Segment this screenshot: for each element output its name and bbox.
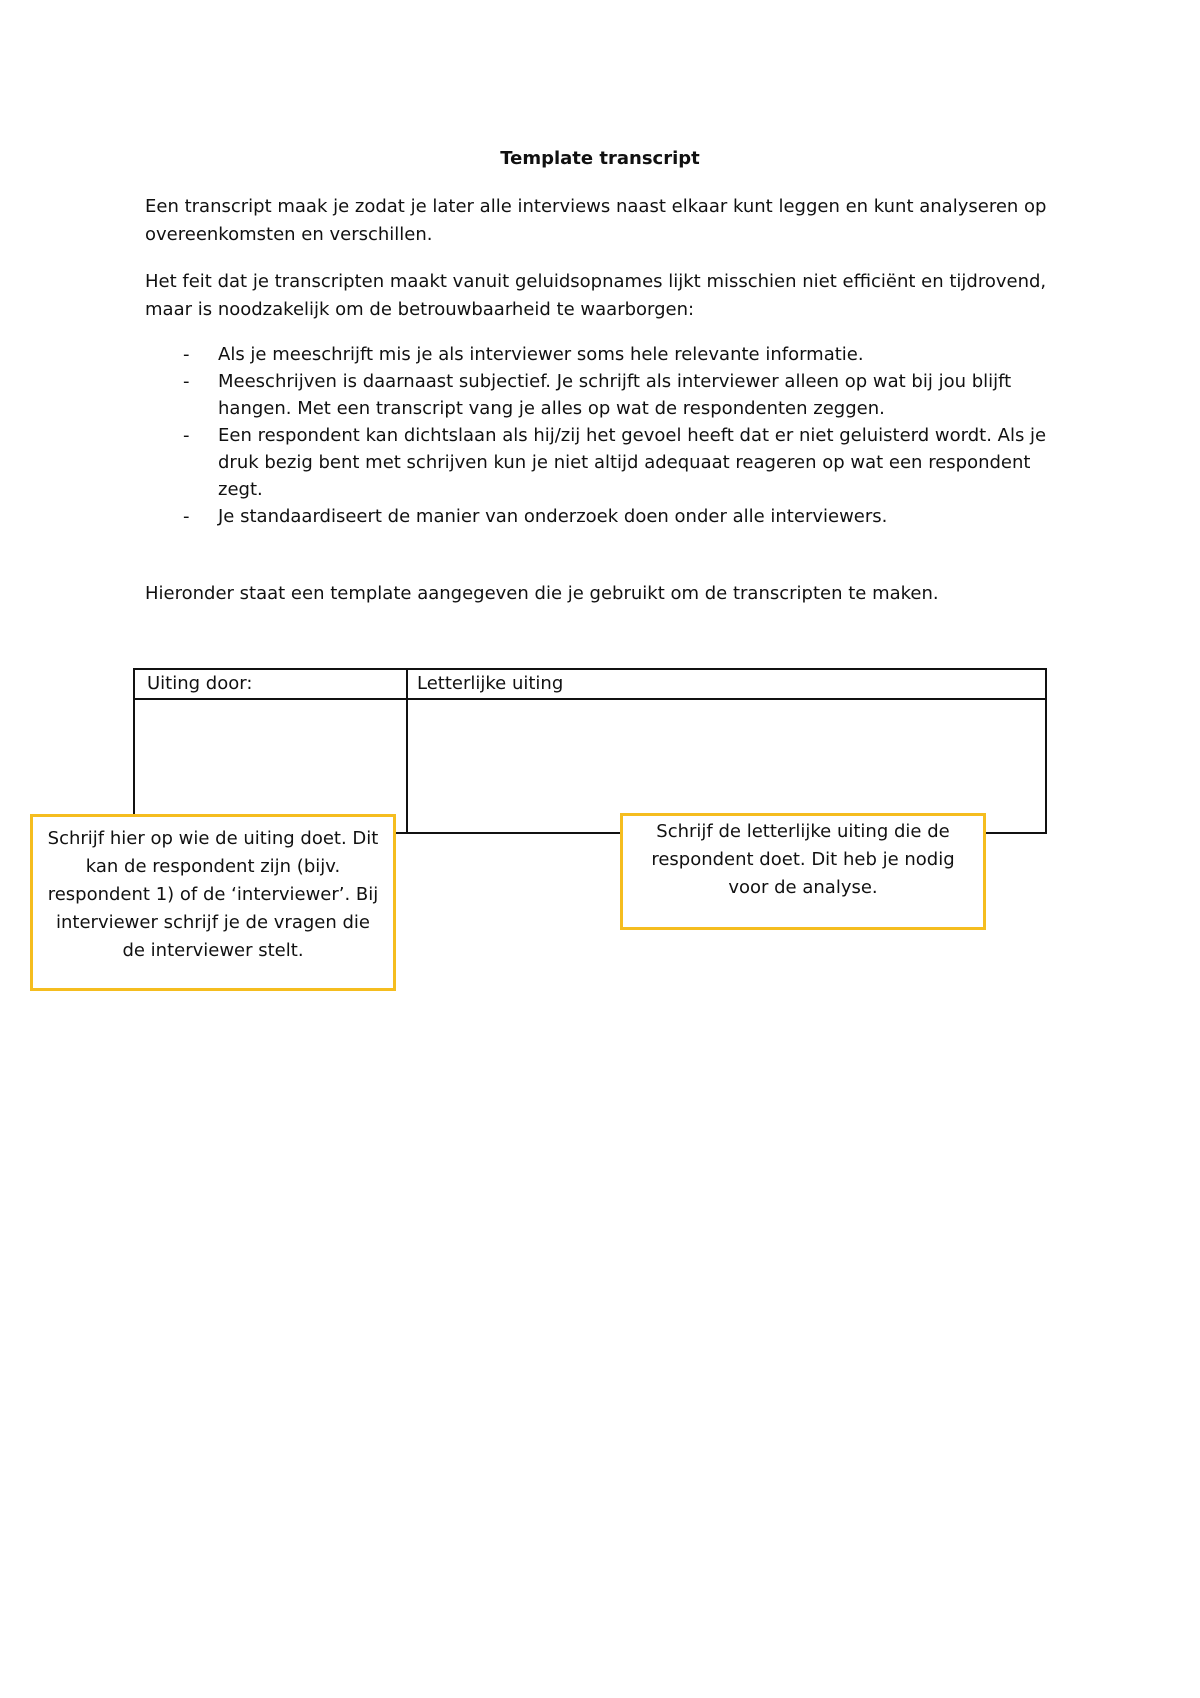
table-header-utterance: Letterlijke uiting	[417, 673, 564, 694]
intro-paragraph: Een transcript maak je zodat je later alle interviews naast elkaar kunt leggen en kunt analyseren op overeenkomsten en verschillen.	[145, 196, 1047, 245]
list-item	[145, 368, 1055, 422]
table-column-divider	[406, 670, 408, 832]
reasons-list	[145, 341, 1055, 530]
speaker-callout: Schrijf hier op wie de uiting doet. Dit kan de respondent zijn (bijv. respondent 1) of de ‘interviewer’. Bij interviewer schrijf je de vragen die de interviewer stelt.	[30, 814, 396, 991]
bullet-dash: -	[183, 506, 190, 527]
table-header-divider	[135, 698, 1045, 700]
list-item	[145, 341, 1055, 368]
transcript-template-table	[133, 668, 1047, 834]
list-item-text: Een respondent kan dichtslaan als hij/zij het gevoel heeft dat er niet geluisterd wordt. Als je druk bezig bent met schrijven kun je niet altijd adequaat reageren op wat een respondent zegt.	[218, 425, 1047, 500]
page-title: Template transcript	[500, 148, 700, 169]
utterance-callout: Schrijf de letterlijke uiting die de respondent doet. Dit heb je nodig voor de analyse.	[620, 813, 986, 930]
table-header-speaker: Uiting door:	[147, 673, 253, 694]
list-item-text: Je standaardiseert de manier van onderzoek doen onder alle interviewers.	[218, 506, 888, 527]
bullet-dash: -	[183, 425, 190, 446]
reason-paragraph: Het feit dat je transcripten maakt vanuit geluidsopnames lijkt misschien niet efficiënt en tijdrovend, maar is noodzakelijk om de betrouwbaarheid te waarborgen:	[145, 271, 1047, 320]
bullet-dash: -	[183, 371, 190, 392]
bullet-dash: -	[183, 344, 190, 365]
closing-paragraph: Hieronder staat een template aangegeven die je gebruikt om de transcripten te maken.	[145, 583, 939, 604]
list-item-text: Meeschrijven is daarnaast subjectief. Je schrijft als interviewer alleen op wat bij jou blijft hangen. Met een transcript vang je alles op wat de respondenten zeggen.	[218, 371, 1012, 419]
list-item-text: Als je meeschrijft mis je als interviewer soms hele relevante informatie.	[218, 344, 864, 365]
list-item	[145, 503, 1055, 530]
list-item	[145, 422, 1055, 503]
